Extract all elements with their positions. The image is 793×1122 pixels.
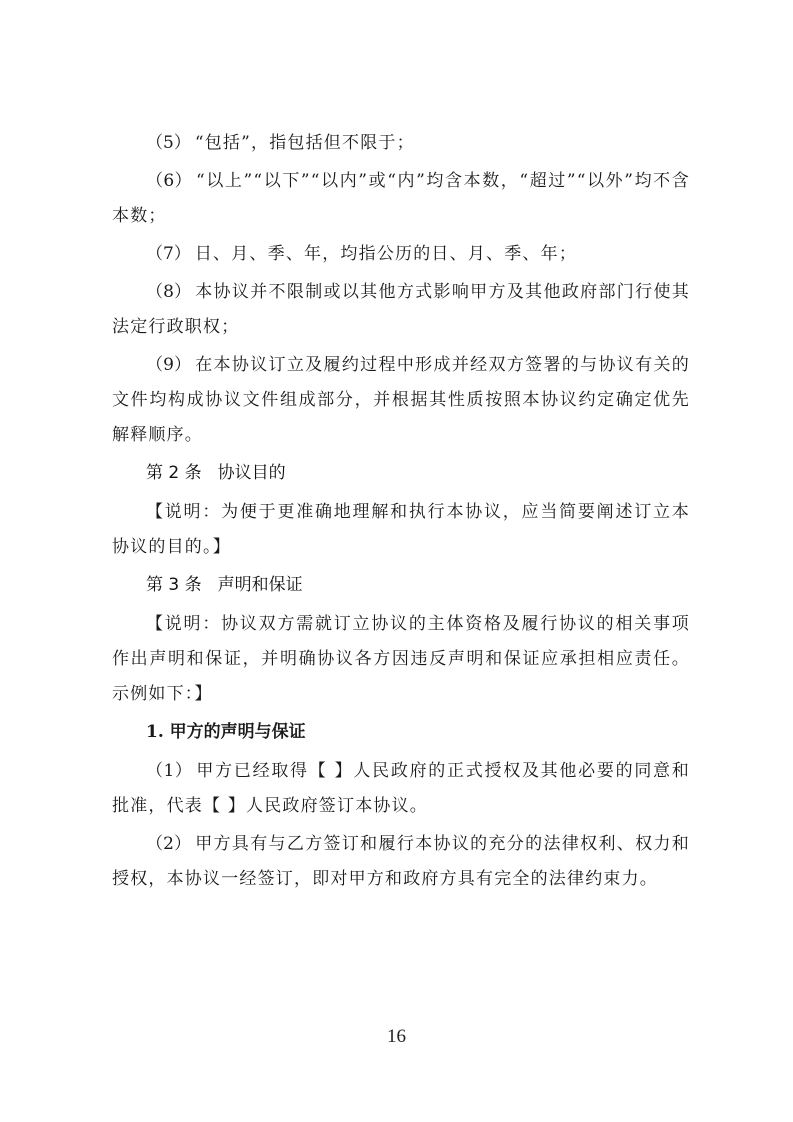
- clause-item-9: [112, 348, 690, 453]
- article-2-note: 【说明：为便于更准确地理解和执行本协议，应当简要阐述订立本协议的目的。】: [112, 502, 690, 557]
- clause-number: （1）: [146, 761, 193, 781]
- clause-item-6: [112, 164, 690, 234]
- clause-number: （8）: [146, 282, 192, 302]
- clause-number: （2）: [146, 834, 192, 854]
- page-content: [112, 126, 690, 900]
- article-label: 第 2 条: [146, 463, 202, 483]
- clause-number: （9）: [146, 355, 192, 375]
- clause-text: 甲方具有与乙方签订和履行本协议的充分的法律权利、权力和授权，本协议一经签订，即对甲方和政府方具有完全的法律约束力。: [112, 834, 690, 889]
- clause-text: 甲方已经取得【 】人民政府的正式授权及其他必要的同意和批准，代表【 】人民政府签订本协议。: [112, 761, 690, 816]
- section-1-item-1: [112, 754, 690, 824]
- article-title: 声明和保证: [217, 575, 303, 595]
- clause-text: 本协议并不限制或以其他方式影响甲方及其他政府部门行使其法定行政职权；: [112, 282, 690, 337]
- clause-text: 在本协议订立及履约过程中形成并经双方签署的与协议有关的文件均构成协议文件组成部分，并根据其性质按照本协议约定确定优先解释顺序。: [112, 355, 690, 445]
- clause-item-8: [112, 275, 690, 345]
- clause-item-7: [112, 237, 690, 272]
- article-3-note: 【说明：协议双方需就订立协议的主体资格及履行协议的相关事项作出声明和保证，并明确协议各方因违反声明和保证应承担相应责任。示例如下：】: [112, 614, 690, 704]
- clause-number: （6）: [146, 171, 193, 191]
- page-number: 16: [387, 1026, 406, 1047]
- clause-item-5: [112, 126, 690, 161]
- article-3-heading: [112, 568, 690, 603]
- clause-number: （5）: [146, 133, 191, 153]
- article-2-heading: [112, 456, 690, 491]
- article-label: 第 3 条: [146, 575, 202, 595]
- clause-text: 日、月、季、年，均指公历的日、月、季、年；: [194, 244, 578, 264]
- section-1-item-2: [112, 827, 690, 897]
- clause-number: （7）: [146, 244, 191, 264]
- clause-text: “包括”，指包括但不限于；: [194, 133, 415, 153]
- section-1-heading: 1. 甲方的声明与保证: [146, 722, 306, 742]
- clause-text: “以上”“以下”“以内”或“内”均含本数，“超过”“以外”均不含本数；: [112, 171, 690, 226]
- article-title: 协议目的: [217, 463, 286, 483]
